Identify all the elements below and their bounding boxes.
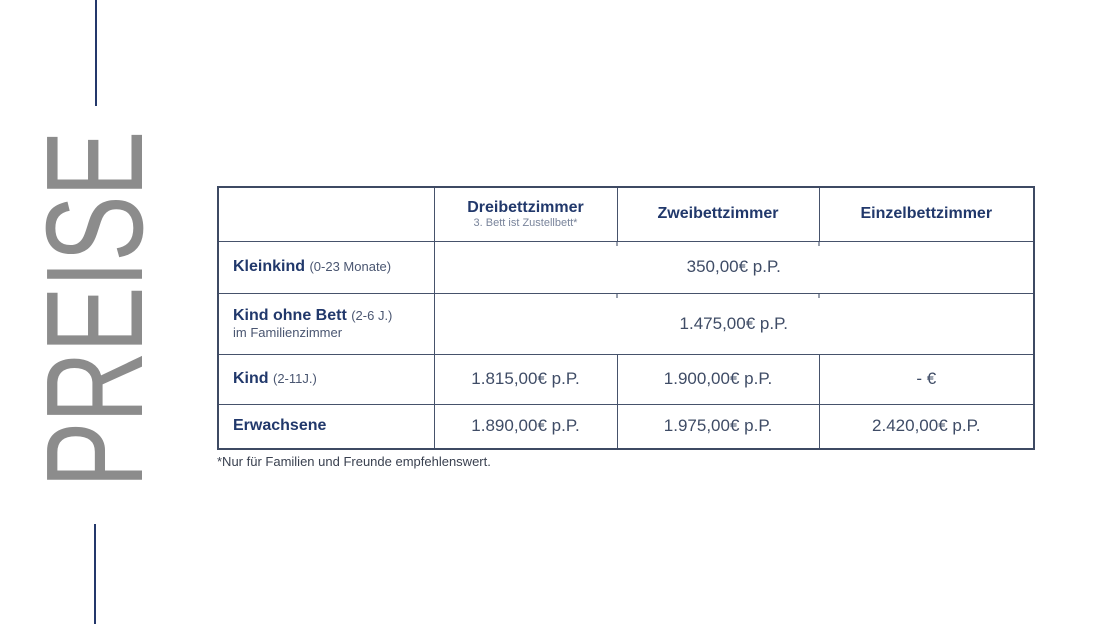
row-label-cell — [218, 354, 434, 404]
price-cell: 1.890,00€ p.P. — [434, 404, 617, 449]
table-row-kind — [218, 354, 1034, 404]
vertical-rule-bottom — [94, 524, 96, 624]
column-header-label: Dreibettzimmer — [467, 198, 584, 216]
page-title-vertical: PREISE — [18, 132, 172, 488]
column-header-empty — [218, 187, 434, 241]
column-header-label: Zweibettzimmer — [657, 205, 779, 223]
footnote: *Nur für Familien und Freunde empfehlenswert. — [217, 454, 491, 469]
row-label-cell — [218, 241, 434, 293]
table-header-row — [218, 187, 1034, 241]
row-label: Kleinkind — [233, 258, 306, 275]
row-label-cell — [218, 293, 434, 354]
row-label-note-line2: im Familienzimmer — [233, 325, 343, 340]
price-cell: 1.815,00€ p.P. — [434, 354, 617, 404]
row-label-cell — [218, 404, 434, 449]
border-remnant-tick — [616, 241, 618, 246]
price-cell: 1.975,00€ p.P. — [617, 404, 819, 449]
row-label: Kind ohne Bett — [233, 307, 347, 324]
vertical-rule-top — [95, 0, 97, 106]
prices-table — [217, 186, 1035, 450]
row-label-note: (0-23 Monate) — [309, 259, 392, 274]
row-label: Erwachsene — [233, 417, 327, 435]
column-header-subtitle: 3. Bett ist Zustellbett* — [473, 216, 578, 229]
table-row-kind-ohne-bett — [218, 293, 1034, 354]
price-cell: 1.900,00€ p.P. — [617, 354, 819, 404]
column-header-einzelbettzimmer — [819, 187, 1034, 241]
table-row-erwachsene — [218, 404, 1034, 449]
column-header-zweibettzimmer — [617, 187, 819, 241]
border-remnant-tick — [818, 241, 820, 246]
price-cell: - € — [819, 354, 1034, 404]
border-remnant-tick — [616, 293, 618, 298]
column-header-label: Einzelbettzimmer — [860, 205, 993, 223]
price-cell: 2.420,00€ p.P. — [819, 404, 1034, 449]
table-row-kleinkind — [218, 241, 1034, 293]
column-header-dreibettzimmer — [434, 187, 617, 241]
merged-price-cell: 1.475,00€ p.P. — [434, 293, 1034, 354]
row-label-note: (2-6 J.) — [351, 308, 393, 323]
row-label-note: (2-11J.) — [273, 371, 317, 386]
row-label: Kind — [233, 370, 269, 387]
merged-price-cell: 350,00€ p.P. — [434, 241, 1034, 293]
border-remnant-tick — [818, 293, 820, 298]
